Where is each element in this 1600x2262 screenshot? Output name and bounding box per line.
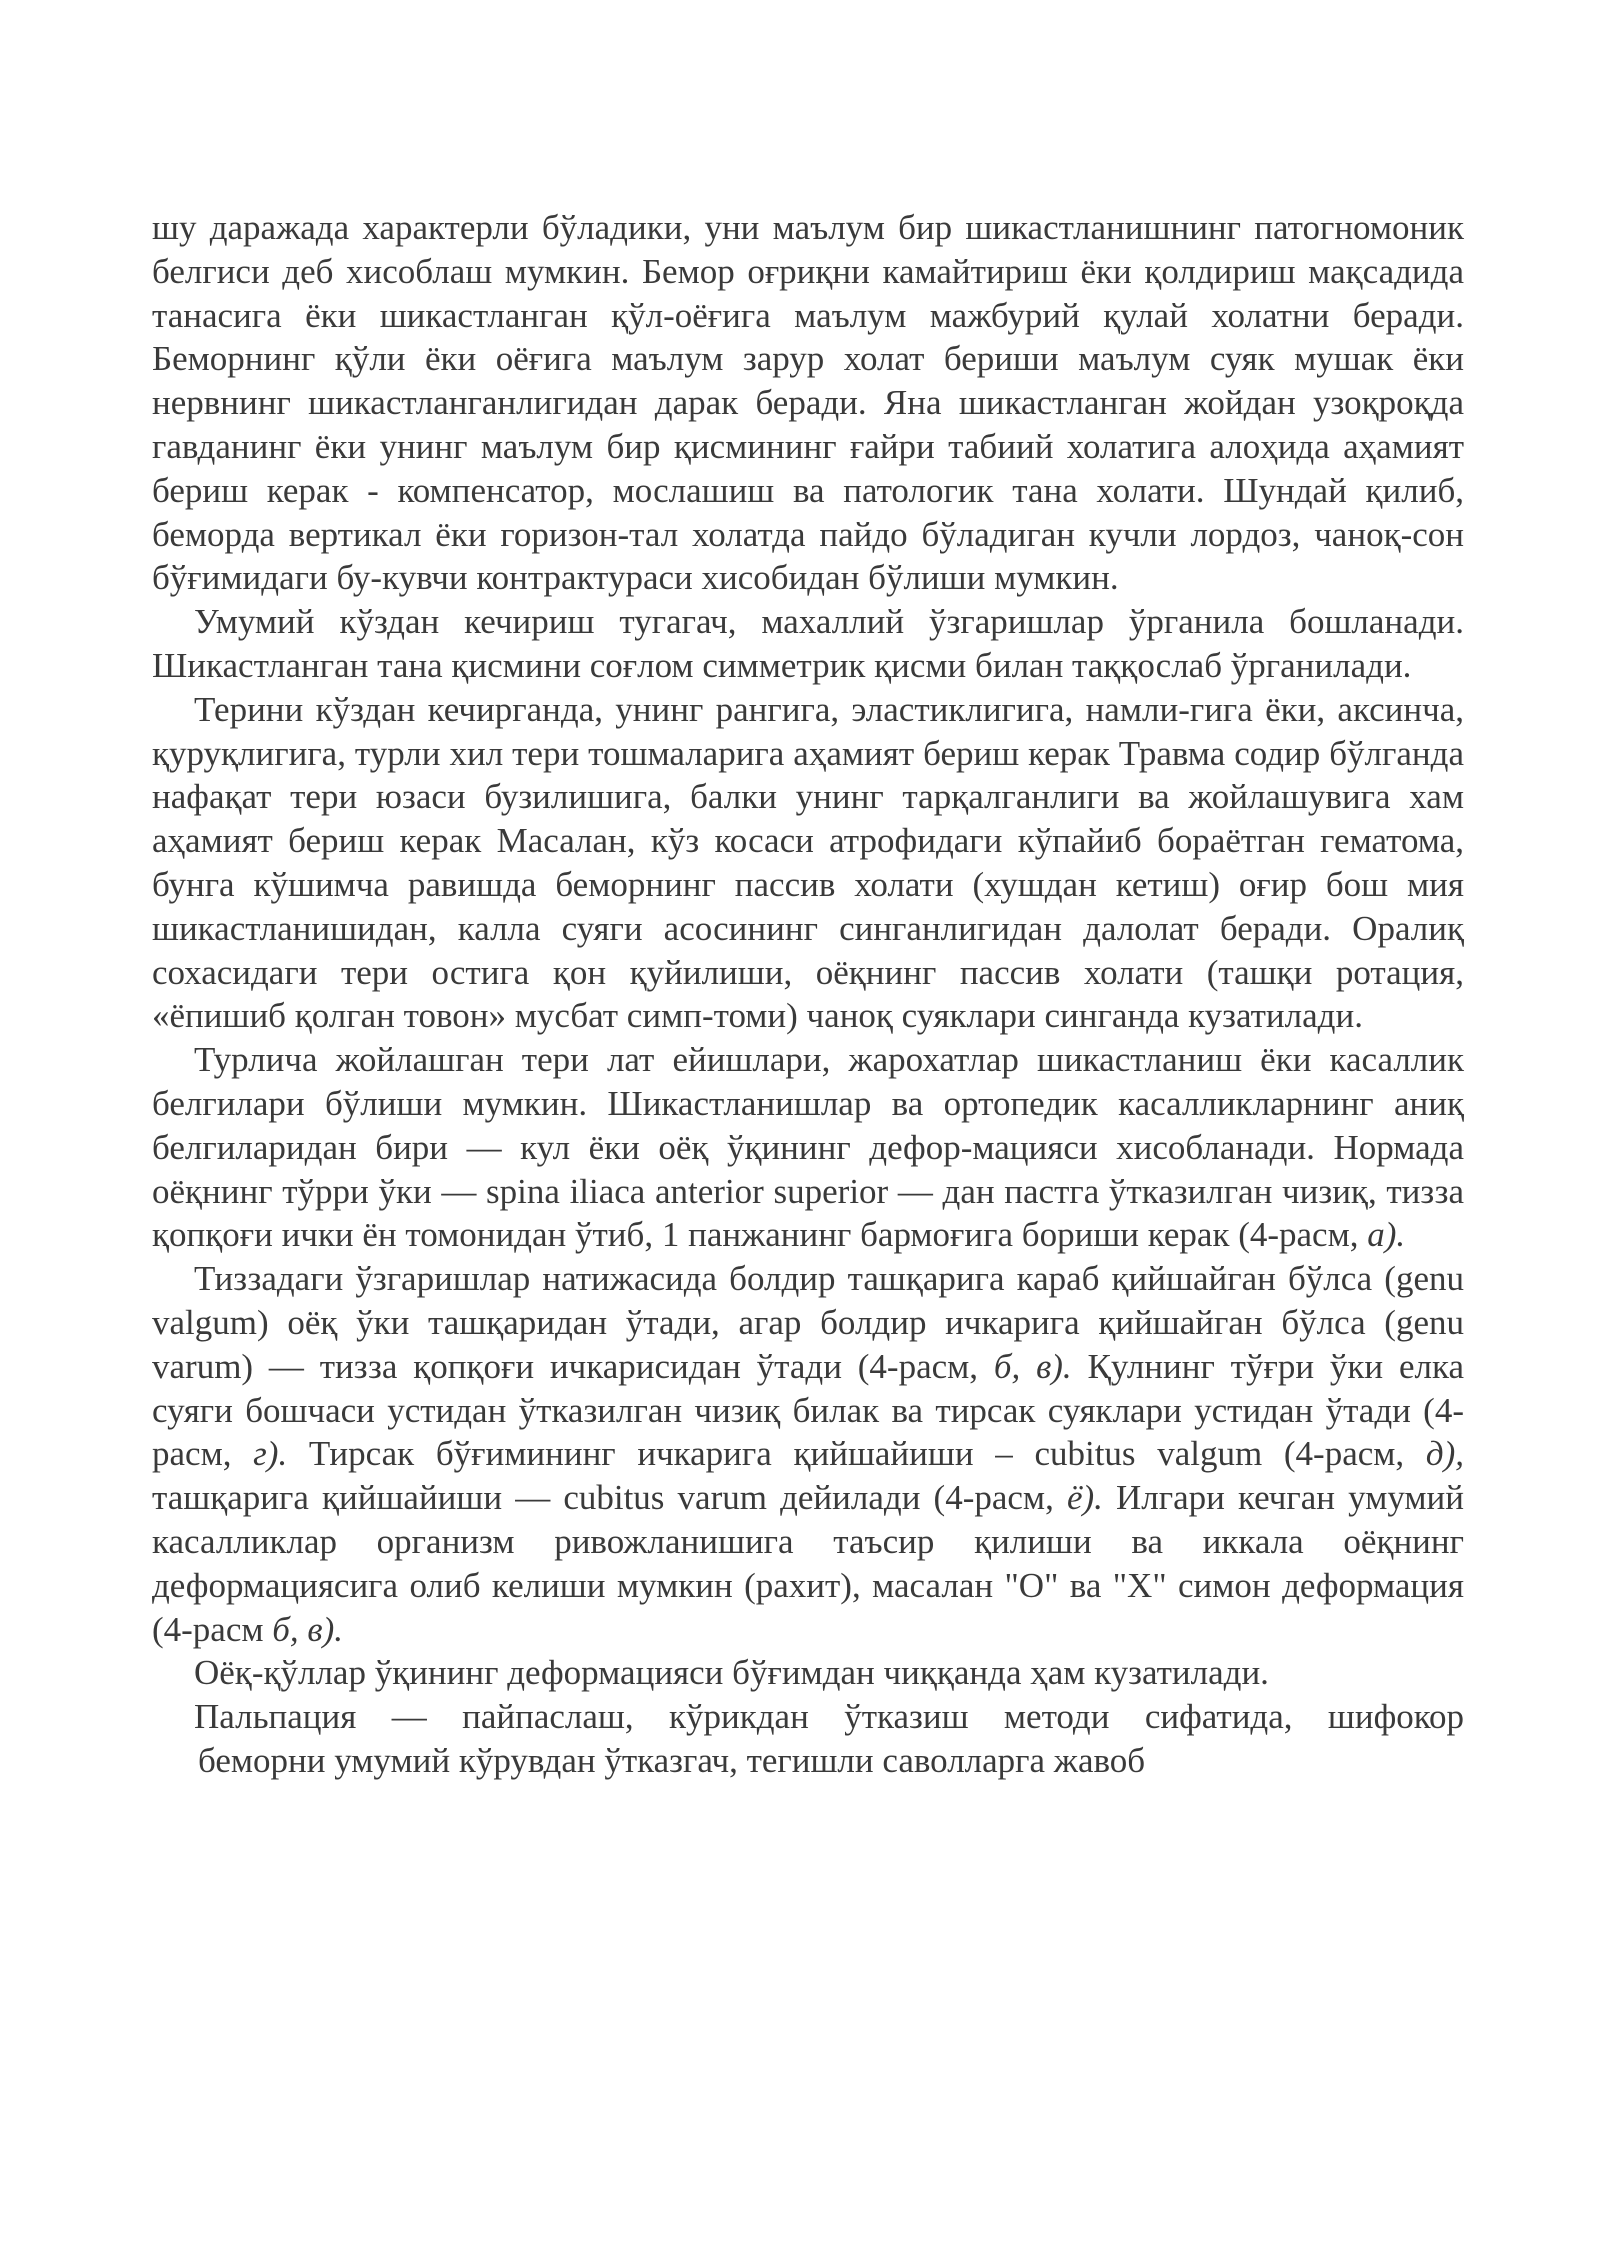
italic-text-run: д),: [1425, 1434, 1464, 1474]
paragraph: [152, 600, 1464, 688]
paragraph: [152, 1038, 1464, 1257]
paragraph: [152, 1651, 1464, 1695]
text-run: Илгари кечган умумий касалликлар организм ривожланишига таъсир қилиши ва иккала оёқнинг деформациясига олиб келиши мумкин (рахит), масалан "О" ва "Х" симон деформация (4-расм: [152, 1478, 1464, 1649]
text-line: беморни умумий кўрувдан ўтказгач, тегишли саволларга жавоб: [198, 1740, 1146, 1780]
text-run: Қулнинг тўғри ўки елка суяги бошчаси устидан ўтказилган чизиқ билак ва тирсак суяклари устидан ўтади (4-расм,: [152, 1346, 1464, 1474]
paragraph: [152, 1257, 1464, 1651]
text-run: ташқарига қийшайиши — cubitus varum дейилади (4-расм,: [152, 1478, 1067, 1518]
italic-text-run: ё).: [1066, 1478, 1103, 1518]
paragraph: [152, 206, 1464, 600]
italic-text-run: б, в).: [993, 1346, 1072, 1386]
text-run: Умумий кўздан кечириш тугагач, махаллий ўзгаришлар ўрганила бошланади. Шикастланган тана қисмини соғлом симметрик қисми билан таққослаб ўрганилади.: [152, 602, 1464, 685]
italic-text-run: а).: [1367, 1215, 1406, 1255]
text-run: Терини кўздан кечирганда, унинг рангига, эластиклигига, намли-гига ёки, аксинча, қуруқлигига, турли хил тери тошмаларига аҳамият бериш керак Травма содир бўлганда нафақат тери юзаси бузилишига, балки унинг тарқалганлиги ва жойлашувига хам аҳамият бериш керак Масалан, кўз косаси атрофидаги кўпайиб бораётган гематома, бунга кўшимча равишда беморнинг пассив холати (хушдан кетиш) оғир бош мия шикастланишидан, калла суяги асосининг синганлигидан далолат беради. Оралиқ сохасидаги тери остига қон қуйилиши, оёқнинг пассив холати (ташқи ротация, «ёпишиб қолган товон» мусбат симп-томи) чаноқ суяклари синганда кузатилади.: [152, 689, 1464, 1036]
text-run: Оёқ-қўллар ўқининг деформацияси бўғимдан чиққанда ҳам кузатилади.: [194, 1653, 1269, 1693]
text-run: Тирсак бўғимининг ичкарига қийшайиши – cubitus valgum (4-расм,: [287, 1434, 1426, 1474]
paragraph: [152, 688, 1464, 1038]
italic-text-run: б, в).: [272, 1609, 343, 1649]
italic-text-run: г).: [253, 1434, 288, 1474]
text-run: шу даражада характерли бўладики, уни маълум бир шикастланишнинг патогномоник белгиси деб хисоблаш мумкин. Бемор оғриқни камайтириш ёки қолдириш мақсадида танасига ёки шикастланган қўл-оёғига маълум мажбурий қулай холатни беради. Беморнинг қўли ёки оёғига маълум зарур холат бериши маълум суяк мушак ёки нервнинг шикастланганлигидан дарак беради. Яна шикастланган жойдан узоқроқда гавданинг ёки унинг маълум бир қисмининг ғайри табиий холатига алоҳида аҳамият бериш керак - компенсатор, мослашиш ва патологик тана холати. Шундай қилиб, беморда вертикал ёки горизон-тал холатда пайдо бўладиган кучли лордоз, чаноқ-сон бўғимидаги бу-кувчи контрактураси хисобидан бўлиши мумкин.: [152, 208, 1464, 598]
text-line: Пальпация — пайпаслаш, кўрикдан ўтказиш методи сифатида, шифокор: [194, 1697, 1464, 1737]
paragraph: [152, 1695, 1464, 1783]
text-run: Тиззадаги ўзгаришлар натижасида болдир ташқарига караб қийшайган бўлса (genu valgum) оёқ ўки ташқаридан ўтади, агар болдир ичкарига қийшайган бўлса (genu varum) — тизза қопқоғи ичкарисидан ўтади (4-расм,: [152, 1259, 1464, 1386]
text-run: Турлича жойлашган тери лат ейишлари, жарохатлар шикастланиш ёки касаллик белгилари бўлиши мумкин. Шикастланишлар ва ортопедик касалликларнинг аниқ белгиларидан бири — кул ёки оёқ ўқининг дефор-мацияси хисобланади. Нормада оёқнинг тўрри ўки — spina iliaca anterior superior — дан пастга ўтказилган чизиқ, тизза қопқоғи ички ён томонидан ўтиб, 1 панжанинг бармоғига бориши керак (4-расм,: [152, 1040, 1464, 1255]
body-text: [152, 206, 1464, 1783]
